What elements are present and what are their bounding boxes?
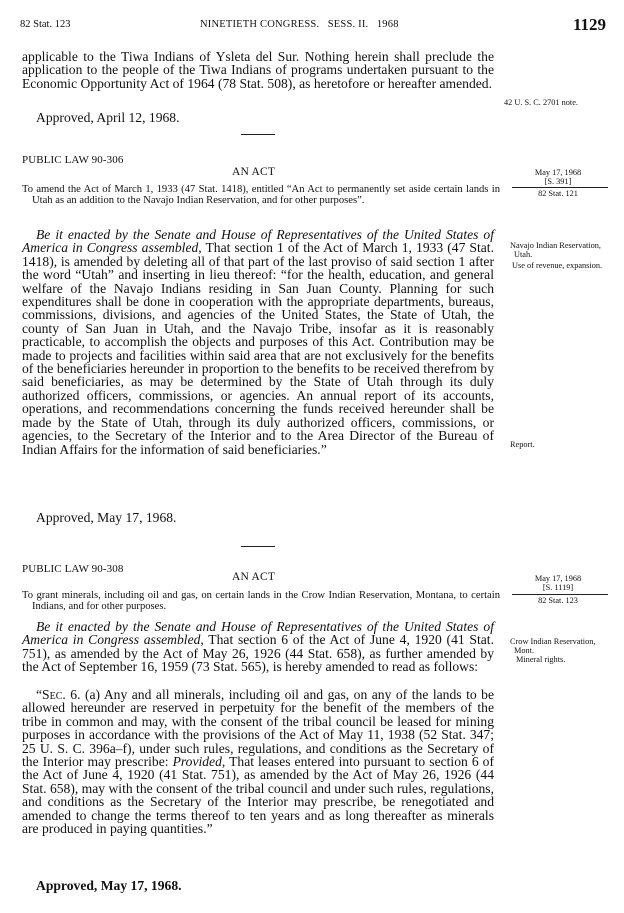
law1-an-act-heading: AN ACT (232, 166, 276, 178)
law2-side-stat: 82 Stat. 123 (538, 596, 578, 605)
law1-enacting-clause: Be it enacted by the Senate and House of Representatives of the United States of America in Congress assembled, (22, 227, 494, 256)
header-stat-reference: 82 Stat. 123 (20, 19, 71, 30)
law2-body-text (22, 620, 494, 674)
law2-body: That section 6 of the Act of June 4, 1920 (41 Stat. 751), as amended by the Act of May 26, 1926 (44 Stat. 658), as further amended by the Act of September 16, 1959 (73 Stat. 565), is hereby amended to read as follows: (22, 632, 494, 675)
law2-purpose: To grant minerals, including oil and gas, on certain lands in the Crow Indian Reservation, Montana, to certain Indians, and for other purposes. (22, 590, 500, 613)
law2-section-text-a: (a) Any and all minerals, including oil and gas, on any of the lands to be allowed hereunder are reserved in perpetuity for the benefit of the members of the tribe in common and may, with the consent of the tribal council be leased for mining purposes in accordance with the provisions of the Act of May 11, 1938 (52 Stat. 347; 25 U. S. C. 396a–f), under such rules, regulations, and conditions as the Secretary of the Interior may prescribe: (22, 687, 494, 770)
law1-side-rule (512, 187, 608, 188)
law1-side-bill-number: [S. 391] (544, 177, 572, 186)
carryover-approved-date: Approved, April 12, 1968. (36, 110, 180, 125)
law2-side-bill-number: [S. 1119] (542, 583, 574, 592)
page-number: 1129 (572, 15, 606, 34)
law2-an-act-heading: AN ACT (232, 571, 276, 583)
law1-body-text (22, 228, 494, 456)
law2-approved-date: Approved, May 17, 1968. (36, 878, 182, 893)
law2-margin-note-mineral-rights: Mineral rights. (516, 655, 566, 664)
law1-approved-date: Approved, May 17, 1968. (36, 510, 177, 525)
law2-enacting-clause: Be it enacted by the Senate and House of Representatives of the United States of America in Congress assembled, (22, 619, 494, 648)
law1-side-stat: 82 Stat. 121 (538, 189, 578, 198)
law2-side-date: May 17, 1968 (534, 574, 582, 583)
law1-margin-note-revenue: Use of revenue, expansion. (512, 261, 603, 270)
law2-section-6-text (22, 688, 494, 835)
carryover-margin-note: 42 U. S. C. 2701 note. (504, 98, 578, 107)
law1-purpose: To amend the Act of March 1, 1933 (47 Stat. 1418), entitled “An Act to permanently set aside certain lands in Utah as an addition to the Navajo Indian Reservation, and for other purposes”. (22, 184, 500, 207)
carryover-paragraph: applicable to the Tiwa Indians of Ysleta del Sur. Nothing herein shall preclude the application to the people of the Tiwa Indians of programs undertaken pursuant to the Economic Opportunity Act of 1964 (78 Stat. 508), as heretofore or hereafter amended. (22, 49, 494, 91)
public-law-90-306-title: PUBLIC LAW 90-306 (22, 154, 124, 166)
law2-section-label: “Sec. 6. (36, 687, 81, 702)
section-divider (241, 134, 275, 135)
law1-body: That section 1 of the Act of March 1, 1933 (47 Stat. 1418), is amended by deleting all of that part of the last proviso of said section 1 after the word “Utah” and inserting in lieu thereof: “for the health, education, and general welfare of the Navajo Indians residing in San Juan County. Planning for such expenditures shall be done in cooperation with the appropriate departments, bureaus, commissions, divisions, and agencies of the United States, the State of Utah, the county of San Juan in Utah, and the Navajo Tribe, insofar as it is reasonably practicable, to accomplish the objects and purposes of this Act. Contribution may be made to projects and facilities within said area that are not exclusively for the benefits of the beneficiaries hereunder in proportion to the benefits to be received therefrom by said beneficiaries, as may be determined by the State of Utah through its duly authorized officers, commissions, or agencies. An annual report of its accounts, operations, and recommendations concerning the funds received hereunder shall be made by the State of Utah, through its duly authorized officers, commissions, or agencies, to the Secretary of the Interior and to the Area Director of the Bureau of Indian Affairs for the information of said beneficiaries.” (22, 240, 494, 457)
law1-margin-note-reservation: Navajo Indian Reservation, Utah. (510, 241, 602, 259)
law2-margin-note-reservation: Crow Indian Reservation, Mont. (510, 637, 596, 655)
header-running-title: NINETIETH CONGRESS. SESS. II. 1968 (200, 19, 399, 30)
section-divider (241, 546, 275, 547)
law2-section-text-b: That leases entered into pursuant to section 6 of the Act of June 4, 1920 (41 Stat. 751), as amended by the Act of May 26, 1926 (44 Stat. 658), may with the consent of the tribal council and under such rules, regulations, and conditions as the Secretary of the Interior may prescribe, be renegotiated and amended to change the terms thereof to ten years and as long thereafter as minerals are produced in paying quantities.” (22, 754, 494, 837)
law1-margin-note-report: Report. (510, 440, 535, 449)
law2-side-rule (512, 594, 608, 595)
public-law-90-308-title: PUBLIC LAW 90-308 (22, 563, 124, 575)
law1-side-date: May 17, 1968 (534, 168, 582, 177)
law2-proviso: Provided, (172, 754, 226, 770)
